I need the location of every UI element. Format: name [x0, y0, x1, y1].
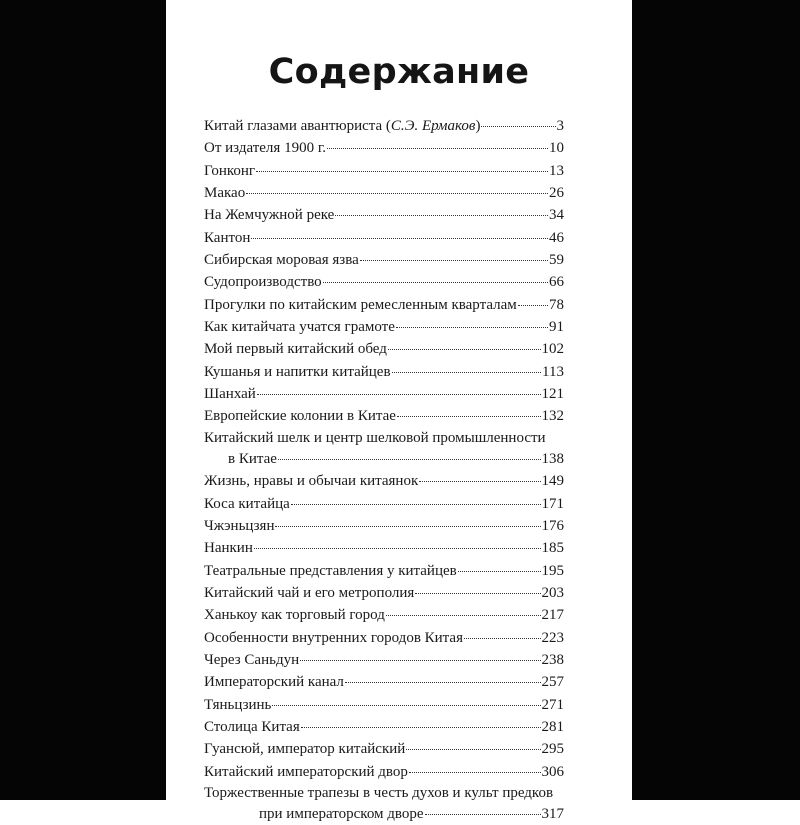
toc-entry-15-line-1[interactable]: [204, 428, 564, 448]
toc-page-number: 185: [541, 540, 564, 557]
toc-entry-title-continued: при императорском дворе: [259, 805, 424, 822]
toc-entry-title: На Жемчужной реке: [204, 207, 335, 224]
dot-leader: [406, 749, 540, 750]
toc-entry-title: Китай глазами авантюриста (: [204, 118, 391, 134]
dot-leader: [409, 772, 541, 773]
toc-page-number: 10: [549, 140, 564, 157]
toc-entry-16[interactable]: [204, 470, 564, 492]
toc-page-number: 132: [541, 408, 564, 425]
toc-entry-9[interactable]: [204, 294, 564, 316]
toc-entry-title: Кушанья и напитки китайцев: [204, 363, 391, 380]
dot-leader: [246, 193, 548, 194]
toc-page-number: 176: [541, 517, 564, 534]
dot-leader: [396, 327, 548, 328]
dot-leader: [257, 394, 541, 395]
dot-leader: [291, 504, 541, 505]
toc-entry-title: Коса китайца: [204, 495, 290, 512]
toc-entry-7[interactable]: [204, 249, 564, 271]
toc-entry-10[interactable]: [204, 316, 564, 338]
toc-entry-12[interactable]: [204, 361, 564, 383]
toc-page-number: 238: [541, 651, 564, 668]
toc-entry-title: Тяньцзинь: [204, 696, 272, 713]
dot-leader: [327, 148, 548, 149]
toc-entry-21[interactable]: [204, 582, 564, 604]
toc-entry-29[interactable]: [204, 761, 564, 783]
dot-leader: [360, 260, 548, 261]
toc-page-number: 46: [549, 229, 564, 246]
toc-entry-title-continued: в Китае: [228, 450, 277, 467]
toc-entry-24[interactable]: [204, 649, 564, 671]
toc-entry-17[interactable]: [204, 493, 564, 515]
toc-page-number: 66: [549, 274, 564, 291]
toc-page-number: 257: [541, 674, 564, 691]
dot-leader: [345, 682, 541, 683]
toc-entry-1[interactable]: [204, 115, 564, 137]
toc-entry-23[interactable]: [204, 627, 564, 649]
page-title: Содержание: [268, 52, 530, 92]
toc-entry-label: [204, 115, 480, 137]
toc-entry-5[interactable]: [204, 204, 564, 226]
toc-entry-title: Прогулки по китайским ремесленным кварталам: [204, 296, 517, 313]
toc-entry-title: Гуансюй, император китайский: [204, 741, 406, 758]
toc-entry-title: Китайский императорский двор: [204, 763, 408, 780]
toc-entry-title: Театральные представления у китайцев: [204, 562, 457, 579]
dot-leader: [481, 126, 555, 127]
dot-leader: [275, 526, 540, 527]
dot-leader: [388, 349, 541, 350]
toc-page-number: 217: [541, 607, 564, 624]
toc-entry-30-line-2[interactable]: [204, 803, 564, 825]
toc-page-number: 102: [541, 341, 564, 358]
dot-leader: [386, 615, 541, 616]
dot-leader: [251, 238, 548, 239]
toc-entry-20[interactable]: [204, 560, 564, 582]
toc-entry-title: Нанкин: [204, 540, 253, 557]
toc-page-number: 203: [541, 584, 564, 601]
toc-entry-title: Мой первый китайский обед: [204, 341, 387, 358]
toc-page-number: 295: [541, 741, 564, 758]
toc-page-number: 121: [541, 386, 564, 403]
right-dark-margin: [632, 0, 800, 800]
toc-entry-title: Китайский чай и его метрополия: [204, 584, 415, 601]
dot-leader: [254, 548, 541, 549]
toc-page-number: 171: [541, 495, 564, 512]
dot-leader: [392, 372, 541, 373]
toc-entry-2[interactable]: [204, 137, 564, 159]
toc-entry-11[interactable]: [204, 338, 564, 360]
toc-entry-title: Китайский шелк и центр шелковой промышленности: [204, 429, 546, 446]
dot-leader: [419, 481, 540, 482]
toc-entry-6[interactable]: [204, 227, 564, 249]
dot-leader: [278, 459, 541, 460]
toc-entry-title-end: ): [475, 118, 481, 134]
dot-leader: [397, 416, 541, 417]
toc-entry-18[interactable]: [204, 515, 564, 537]
toc-entry-title: Судопроизводство: [204, 274, 322, 291]
toc-entry-title: Сибирская моровая язва: [204, 252, 359, 269]
toc-entry-26[interactable]: [204, 694, 564, 716]
toc-page-number: 223: [541, 629, 564, 646]
dot-leader: [272, 705, 540, 706]
toc-entry-title: Макао: [204, 185, 246, 202]
toc-entry-title: Жизнь, нравы и обычаи китаянок: [204, 473, 419, 490]
toc-entry-22[interactable]: [204, 604, 564, 626]
left-dark-margin: [0, 0, 166, 800]
toc-page-number: 34: [549, 207, 564, 224]
dot-leader: [518, 305, 548, 306]
toc-entry-title: От издателя 1900 г.: [204, 140, 327, 157]
toc-entry-15-line-2[interactable]: [204, 448, 564, 470]
toc-page-number: 195: [541, 562, 564, 579]
toc-entry-title: Столица Китая: [204, 718, 300, 735]
toc-entry-4[interactable]: [204, 182, 564, 204]
toc-entry-3[interactable]: [204, 160, 564, 182]
dot-leader: [300, 660, 540, 661]
toc-page-number: 149: [541, 473, 564, 490]
toc-entry-title: Чжэньцзян: [204, 517, 275, 534]
toc-entry-13[interactable]: [204, 383, 564, 405]
toc-entry-title: Через Саньдун: [204, 651, 300, 668]
table-of-contents: [204, 115, 564, 825]
toc-page-number: 26: [549, 185, 564, 202]
toc-entry-author: С.Э. Ермаков: [390, 118, 476, 134]
dot-leader: [335, 215, 548, 216]
toc-entry-title: Ханькоу как торговый город: [204, 607, 385, 624]
book-page-sheet: [166, 0, 632, 822]
toc-page-number: 59: [549, 252, 564, 269]
toc-page-number: 306: [541, 763, 564, 780]
toc-page-number: 91: [549, 319, 564, 336]
dot-leader: [301, 727, 541, 728]
dot-leader: [256, 171, 548, 172]
toc-entry-25[interactable]: [204, 671, 564, 693]
toc-page-number: 271: [541, 696, 564, 713]
toc-entry-title: Торжественные трапезы в честь духов и культ предков: [204, 784, 554, 801]
dot-leader: [425, 814, 541, 815]
toc-entry-title: Кантон: [204, 229, 251, 246]
toc-page-number: 113: [542, 363, 564, 380]
dot-leader: [458, 571, 541, 572]
toc-page-number: 281: [541, 718, 564, 735]
toc-entry-title: Гонконг: [204, 162, 256, 179]
toc-entry-30-line-1[interactable]: [204, 783, 564, 803]
toc-entry-14[interactable]: [204, 405, 564, 427]
toc-page-number: 138: [541, 450, 564, 467]
dot-leader: [415, 593, 540, 594]
toc-entry-8[interactable]: [204, 271, 564, 293]
toc-entry-title: Как китайчата учатся грамоте: [204, 319, 395, 336]
toc-entry-title: Императорский канал: [204, 674, 344, 691]
toc-entry-28[interactable]: [204, 738, 564, 760]
toc-entry-27[interactable]: [204, 716, 564, 738]
toc-page-number: 13: [549, 162, 564, 179]
toc-page-number: 317: [541, 805, 564, 822]
toc-entry-title: Особенности внутренних городов Китая: [204, 629, 463, 646]
dot-leader: [464, 638, 541, 639]
dot-leader: [323, 282, 548, 283]
toc-page-number: 3: [556, 118, 564, 134]
toc-entry-19[interactable]: [204, 537, 564, 559]
toc-page-number: 78: [549, 296, 564, 313]
toc-entry-title: Европейские колонии в Китае: [204, 408, 396, 425]
toc-entry-title: Шанхай: [204, 386, 256, 403]
